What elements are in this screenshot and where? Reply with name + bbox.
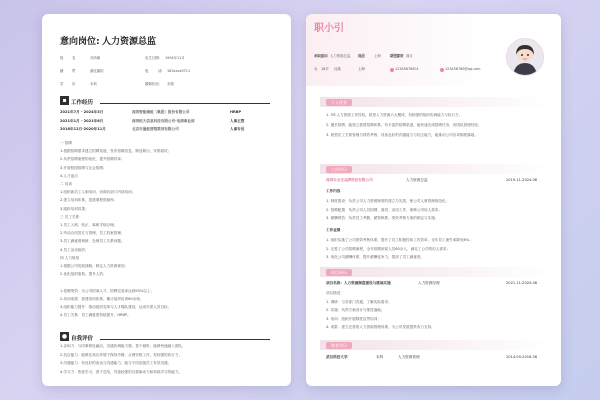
- eval-line: 2.抗压能力：能够在高压环境下保持冷静，合理安排工作，有较强的执行力；: [60, 352, 183, 357]
- avatar: [506, 38, 544, 76]
- contact-value: 123456789@qq.com: [445, 67, 481, 71]
- duty-line: 1.根据公司发展战略，制定人力资源规划；: [60, 264, 129, 268]
- work-item: 2. 招聘配置：负责公司人员招聘、面试、录用工作，保障公司用人需求；: [326, 207, 442, 212]
- job-period: 2021年7月 - 2024年3月: [60, 110, 104, 114]
- section-work-header: [60, 96, 270, 105]
- work-result: 2. 完善了公司招聘流程，全年招聘到岗人员60余人，满足了公司的用人需求；: [326, 246, 451, 251]
- project-period: 2021.11-2024.06: [506, 281, 538, 285]
- eval-line: 1.亲和力：与同事相处融洽，沟通协调能力强，善于倾听，能够快速融入团队；: [60, 344, 186, 348]
- resume-left-card[interactable]: [42, 14, 291, 386]
- edu-label: 学: [60, 82, 64, 86]
- birth-value: 1994年11月: [165, 56, 185, 60]
- job-role: 人事专员: [230, 127, 245, 131]
- phone-label-2: 话:: [158, 69, 163, 73]
- mail-icon: [440, 68, 444, 72]
- section-divider: [100, 339, 270, 340]
- phone-value: 183xxxx0711: [167, 69, 191, 73]
- duty-line: 3.组织能力提升：推动组织变革与人才梯队建设，达成年度人效目标；: [60, 305, 172, 309]
- eval-line: 4.学习力：热爱学习，善于总结，具备较强的自我驱动力和持续学习的能力。: [60, 369, 183, 374]
- resume-right-card[interactable]: [306, 14, 561, 386]
- phone-label: 电: [145, 69, 149, 73]
- duty-line: 1.员工入职、转正、离职手续办理；: [60, 223, 118, 227]
- work-role: 人力资源总监: [406, 178, 428, 182]
- project-item: 3. 培训：组织开展制度宣贯培训；: [326, 316, 381, 321]
- marital-label: 婚姻状况:: [145, 82, 160, 86]
- duty-line: 3.开展校园招聘与社会招聘；: [60, 165, 107, 170]
- section-eval-title: 自我评价: [71, 335, 94, 342]
- intent-label: 意向岗位:: [60, 37, 100, 47]
- summary-line: 2. 擅长招聘，能独立搭建招聘体系，有丰富的招聘渠道，能快速完成招聘任务，有团队管理经验；: [326, 123, 482, 127]
- duty-line: 三 员工关系: [60, 214, 80, 219]
- duty-line: 3.员工满意度调研，处理员工关系问题；: [60, 239, 125, 244]
- section-work-title: 工作经历: [326, 166, 352, 173]
- work-item: 3. 薪酬绩效：负责员工考勤、薪资核算、绩效考核方案的制定与实施；: [326, 216, 439, 220]
- info-label: 现居: [358, 54, 365, 58]
- summary-line: 3. 熟悉员工关系管理与绩效考核，具备良好的沟通能力与抗压能力，能推动公司各项制度落地。: [326, 133, 478, 137]
- edu-label-2: 历: [72, 82, 76, 86]
- section-project-title: 项目经历: [326, 269, 352, 276]
- edu-value: 本科: [90, 82, 97, 86]
- section-project-header: [320, 267, 550, 277]
- duty-line: 2.建立培训体系，搭建课程资源库；: [60, 198, 118, 203]
- birth-label: 出生日期:: [145, 56, 160, 60]
- avatar-icon: [507, 39, 543, 75]
- name-label: 姓: [60, 56, 64, 60]
- duty-line: 四 人力规划: [60, 255, 80, 260]
- edu-period: 2014.09-2018.06: [506, 355, 538, 359]
- info-value: 18岁: [321, 67, 329, 71]
- project-item: 2. 实施：负责方案设计与推进落地；: [326, 308, 385, 312]
- job-company: 深圳恒大信息科技有限公司-电商事业部: [132, 118, 195, 123]
- info-label: 期望薪资: [390, 54, 404, 58]
- work-company: 深圳市点光品牌科技有限公司: [326, 178, 373, 182]
- section-edu-header: [320, 340, 550, 350]
- work-content-label: 工作内容: [326, 189, 341, 193]
- project-name: 项目名称：人力资源制度建设与落地实施: [326, 281, 391, 285]
- briefcase-icon: ▪: [60, 96, 69, 105]
- section-work-header: [320, 164, 550, 174]
- name-value: 苏尚喻: [90, 56, 101, 60]
- info-label: 求职意向: [314, 54, 328, 58]
- user-icon: ●: [61, 333, 68, 340]
- duty-line: 2.负责招聘流程的优化，提升招聘效率；: [60, 157, 125, 162]
- duty-line: 一 招聘: [60, 141, 72, 145]
- work-results-label: 工作业绩: [326, 228, 341, 232]
- duty-line: 2.优化组织架构，提升人效；: [60, 272, 107, 277]
- section-edu-title: 教育经历: [326, 342, 352, 349]
- duty-line: 2.培训成果：搭建培训体系，累计组织培训60余场；: [60, 296, 144, 301]
- project-item: 1. 调研：与各部门沟通，了解实际需求；: [326, 299, 392, 304]
- origin-label-2: 贯: [72, 69, 76, 73]
- work-period: 2019.11-2024.06: [506, 178, 538, 182]
- summary-line: 1. 5年人力资源工作经验，熟悉人力资源六大模块，有较强的组织协调能力与执行力；: [326, 113, 463, 117]
- contact-value: 12345678901: [395, 67, 419, 71]
- job-role: 人事主管: [230, 118, 245, 123]
- edu-major: 人力资源管理: [398, 355, 420, 359]
- duty-line: 4.人才盘点: [60, 173, 78, 178]
- intent-value: 人力资源总监: [102, 37, 157, 47]
- duty-line: 二 培训: [60, 182, 72, 186]
- edu-degree: 本科: [376, 355, 384, 359]
- job-company: 北京市量能营销策划有限公司: [132, 127, 179, 131]
- info-value: 上海: [374, 54, 381, 58]
- info-value: 面议: [406, 54, 413, 58]
- duty-line: 1.组织新员工入职培训，协调各部门内部培训；: [60, 190, 136, 195]
- work-result: 1. 组织实施了公司绩效考核体系，提升了员工积极性和工作效率，全年员工流失率降至8%；: [326, 238, 473, 242]
- work-item: 1. 制度建设：负责公司人力资源制度的建立与完善，使公司人事管理规范化；: [326, 199, 450, 203]
- eval-line: 3.沟通能力：有良好的表达与沟通能力，能与不同层级员工有效沟通；: [60, 361, 172, 365]
- job-company: 深圳智能储能（集团）股份有限公司: [132, 110, 190, 114]
- info-value: 人力资源总监: [330, 54, 351, 58]
- job-period: 2021年1月 - 2021年6月: [60, 118, 104, 123]
- edu-school: 武汉科技大学: [326, 355, 348, 359]
- candidate-name: 职小引: [314, 23, 344, 34]
- section-work-title: 工作经历: [71, 99, 94, 106]
- info-label: 汉族: [334, 67, 341, 71]
- work-result: 3. 优化公司薪酬体系，提升薪酬竞争力，提高了员工满意度。: [326, 255, 425, 259]
- job-role: HRBP: [230, 110, 242, 114]
- phone-icon: [390, 68, 394, 72]
- section-summary-header: [320, 97, 550, 107]
- info-label: 上海: [358, 67, 365, 71]
- project-role: 人力资源经理: [418, 281, 440, 285]
- duty-line: 4.员工关系：员工满意度持续提升，HRBP。: [60, 313, 131, 318]
- project-item: 4. 成果：建立完善的人力资源管理体系，为公司发展提供有力支持。: [326, 325, 435, 329]
- duty-line: 4.员工活动组织；: [60, 247, 89, 252]
- duty-line: 2.劳动合同签订与管理，员工档案管理；: [60, 231, 125, 236]
- duty-line: 3.跟踪培训效果；: [60, 206, 89, 211]
- section-divider: [100, 103, 270, 104]
- job-period: 2018年12月-2020年11月: [60, 127, 106, 131]
- origin-label: 籍: [60, 69, 64, 73]
- info-label: 女: [314, 67, 318, 71]
- name-label-2: 名: [72, 56, 76, 60]
- duty-line: 1.根据招聘需求建立招聘渠道，发布招聘信息，筛选简历，安排面试；: [60, 149, 172, 154]
- project-item: 项目描述：: [326, 291, 344, 295]
- section-eval-header: [60, 332, 270, 341]
- duty-line: 1.招聘绩效：为公司招募人才，招聘完成率达到95%以上；: [60, 288, 155, 293]
- marital-value: 未婚: [167, 82, 174, 86]
- origin-value: 湖北襄阳: [90, 69, 104, 73]
- section-summary-title: 个人优势: [326, 99, 352, 106]
